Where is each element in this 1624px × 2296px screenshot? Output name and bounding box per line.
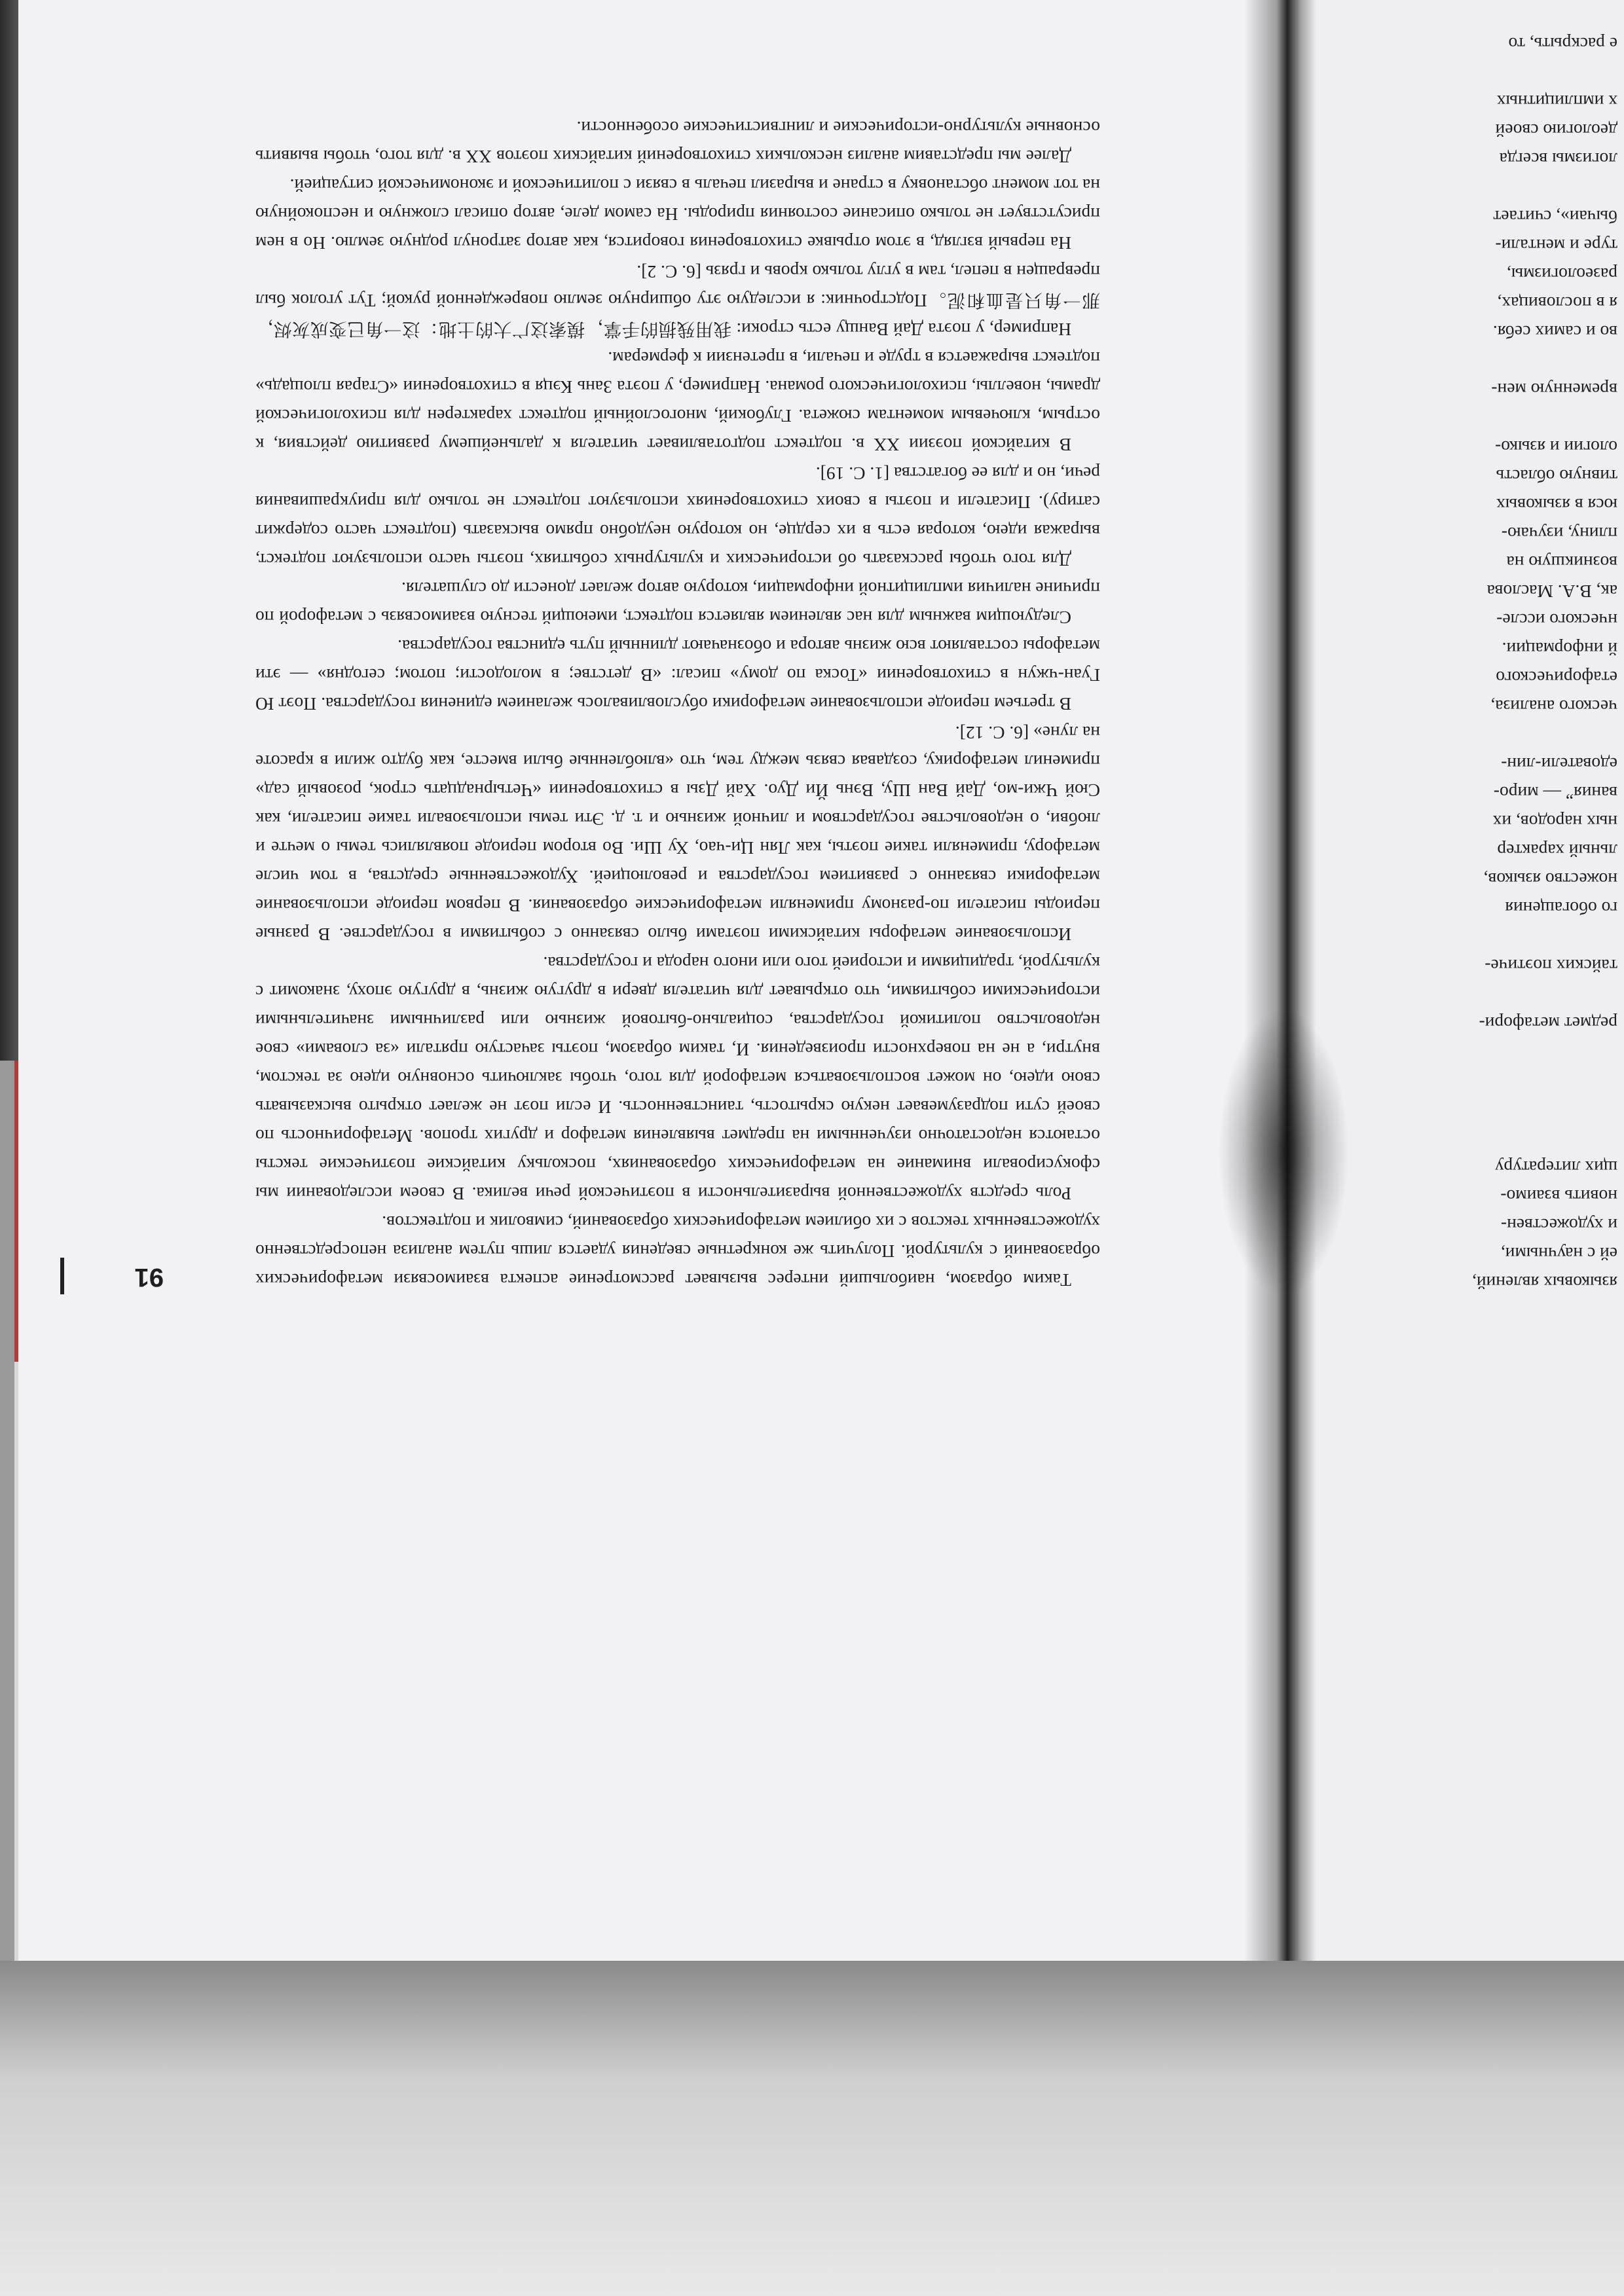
right-page-line: временную мен- xyxy=(1491,380,1617,400)
right-page-line: х имплицитных xyxy=(1496,92,1617,112)
paragraph: Таким образом, наибольший интерес вызывает рассмотрение аспекта взаимосвязи метафорических образований с культурой. Получить же конкретные сведения удается лишь путем анализа непосредственно художественных текстов с их обилием метафорических образований, символик и подтекстов. xyxy=(255,1212,1100,1290)
right-page-fragment xyxy=(1300,0,1624,1961)
right-page-line: го обогащения xyxy=(1505,898,1617,919)
right-page-line: возникшую на xyxy=(1506,553,1617,573)
paragraph: В китайской поэзии XX в. подтекст подготавливает читателя к дальнейшему развитию действия, к острым, ключевым моментам сюжета. Глубокий, многослойный подтекст характерен для психологической драмы, новеллы, психологического романа. Например, у поэта Зань Кэця в стихотворении «Старая площадь» подтекст выражается в труде и печали, в претензии к фермерам. xyxy=(255,348,1100,455)
paragraph: В третьем периоде использование метафорики обусловливалось желанием единения государства. Поэт Ю Гуан-чжун в стихотворении «Тоска по дому» писал: «В детстве; в молодости; потом; сегодня» — эти метафоры составляют всю жизнь автора и обозначают длинный путь единства государства. xyxy=(255,636,1100,714)
right-page-line: етафорического xyxy=(1496,668,1617,688)
page-number: 91 xyxy=(134,1263,164,1292)
background-left-edge xyxy=(0,0,18,1061)
right-page-line: вания” — миро- xyxy=(1493,783,1617,803)
right-page-line: е раскрыть, то xyxy=(1508,34,1617,54)
right-page-rotated xyxy=(1300,0,1624,1961)
book-spine-shadow xyxy=(1244,0,1316,1961)
right-page-line xyxy=(1300,346,1617,375)
right-page-line: новить взаимо- xyxy=(1500,1186,1617,1207)
right-page-line: ак, В.А. Маслова xyxy=(1486,581,1617,602)
right-page-line: бычаи», считает xyxy=(1493,207,1617,227)
right-page-line: тайских поэтиче- xyxy=(1485,956,1617,976)
right-page-line xyxy=(1300,721,1617,750)
paragraph: Использование метафоры китайскими поэтами было связанно с событиями в государстве. В разные периоды писатели по-разному применяли метафорические образования. В первом периоде использование метафорики связанно с развитием государства и революцией. Художественные средства, в том числе метафору, применяли такие поэты, как Лян Ци-чао, Ху Ши. Во втором периоде появлялись темы о мечте и любви, о недовольстве государством и личной жизнью и т. д. Эти темы использовали такие писатели, как Сюй Чжи-мо, Дай Ван Шу, Вэнь Йи Дуо. Хай Дзы в стихотворении «Четырнадцать строк, розовый сад» применил метафорику, создавая связь между тем, что «влюбленные были вместе, как будто жили в красоте на луне» [6. С. 12]. xyxy=(255,723,1100,945)
right-page-line: редмет метафори- xyxy=(1479,1013,1617,1034)
background-left-lower xyxy=(0,1061,14,1961)
right-page-line: языковых явлений, xyxy=(1471,1273,1617,1293)
right-page-line: ей с научными, xyxy=(1500,1244,1617,1264)
right-page-line: ных народов, их xyxy=(1492,812,1617,832)
paragraph: Для того чтобы рассказать об исторических и культурных событиях, поэты часто используют подтекст, выражая идею, которая есть в их сердце, но которую неудобно прямо высказать (подтекст часто содержит сатиру). Писатели и поэты в своих стихотворениях используют подтекст не только для приукрашивания речи, но и для ее богатства [1. С. 19]. xyxy=(255,464,1100,570)
right-page-line: туре и ментали- xyxy=(1495,236,1617,256)
paragraph: Следующим важным для нас явлением является подтекст, имеющий тесную взаимосвязь с метафорой по причине наличия имплицитной информации, которую автор желает донести до слушателя. xyxy=(255,579,1100,628)
right-page-line: й информации. xyxy=(1502,639,1617,659)
right-page-line: ческого анализа, xyxy=(1490,697,1617,717)
main-page xyxy=(18,0,1300,1961)
right-page-line: льный характер xyxy=(1497,841,1617,861)
right-page-line xyxy=(1300,980,1617,1009)
right-page-line: ножество языков, xyxy=(1483,869,1617,890)
right-page-line xyxy=(1300,922,1617,951)
main-page-rotated xyxy=(18,0,1300,1961)
fold-shadow xyxy=(1218,1008,1349,1296)
paragraph: Роль средств художественной выразительности в поэтической речи велика. В своем исследовании мы сфокусировали внимание на метафорических образованиях, поскольку китайские поэтические тексты остаются недостаточно изученными на предмет выявления метафор и других тропов. Метафоричность по своей сути подразумевает некую скрытость, таинственность. И если поэт не желает открыто высказывать свою идею, он может воспользоваться метафорой для того, чтобы заключить основную идею за текстом, внутри, а не на поверхности произведения. И, таким образом, поэты зачастую прятали «за словами» свое недовольство политикой государства, социально-бытовой жизнью или различными значительными историческими событиями, что открывает для читателя двери в другую жизнь, в другую эпоху, знакомит с культурой, традициями и историей того или иного народа и государства. xyxy=(255,953,1100,1204)
paragraph: Далее мы представим анализ нескольких стихотворений китайских поэтов XX в. для того, чтобы выявить основные культурно-исторические и лингвистические особенности. xyxy=(255,118,1100,167)
right-page-line: логизмы всегда xyxy=(1499,149,1617,170)
right-page-line: я в пословицах, xyxy=(1497,293,1617,314)
body-text xyxy=(255,113,1100,1294)
right-page-line: ологии и языко- xyxy=(1495,437,1617,458)
right-page-line: деологию своей xyxy=(1495,120,1617,141)
right-page-line: разеологизмы, xyxy=(1506,264,1617,285)
right-page-line: плину, изучаю- xyxy=(1501,524,1617,544)
background-bottom xyxy=(0,1961,1624,2296)
right-page-line xyxy=(1300,404,1617,433)
right-page-line xyxy=(1300,0,1617,1)
right-page-line: едователи-лин- xyxy=(1501,754,1617,774)
right-page-line: юся в языковых xyxy=(1496,495,1617,515)
right-page-line: нческого иссле- xyxy=(1496,610,1617,630)
right-page-line: щих литературу xyxy=(1495,1157,1617,1178)
right-page-line xyxy=(1300,58,1617,87)
paragraph: На первый взгляд, в этом отрывке стихотворения говорится, как автор затронул родную землю. Но в нем присутствует не только описание состояния природы. На самом деле, автор описал сложную и неспокойную на тот момент обстановку в стране и выразил печаль в связи с политической и экономической ситуацией. xyxy=(255,175,1100,253)
page-number-marker xyxy=(60,1258,64,1294)
right-page-line: тивную область xyxy=(1496,466,1617,486)
right-page-line xyxy=(1300,1,1617,29)
right-page-line: во и самих себя. xyxy=(1492,322,1617,342)
paragraph: Например, у поэта Дай Ванщу есть строки: 我用残损的手掌，摸索这广大的土地：这一角已变成灰烬，那一角只是血和泥。Подстрочник: я исследую эту обширную землю поврежденной рукой; Тут уголок был превращен в пепел, там в углу только кровь и грязь [6. С. 2]. xyxy=(255,262,1100,340)
right-page-line xyxy=(1300,173,1617,202)
right-page-line: и художествен- xyxy=(1500,1215,1617,1235)
